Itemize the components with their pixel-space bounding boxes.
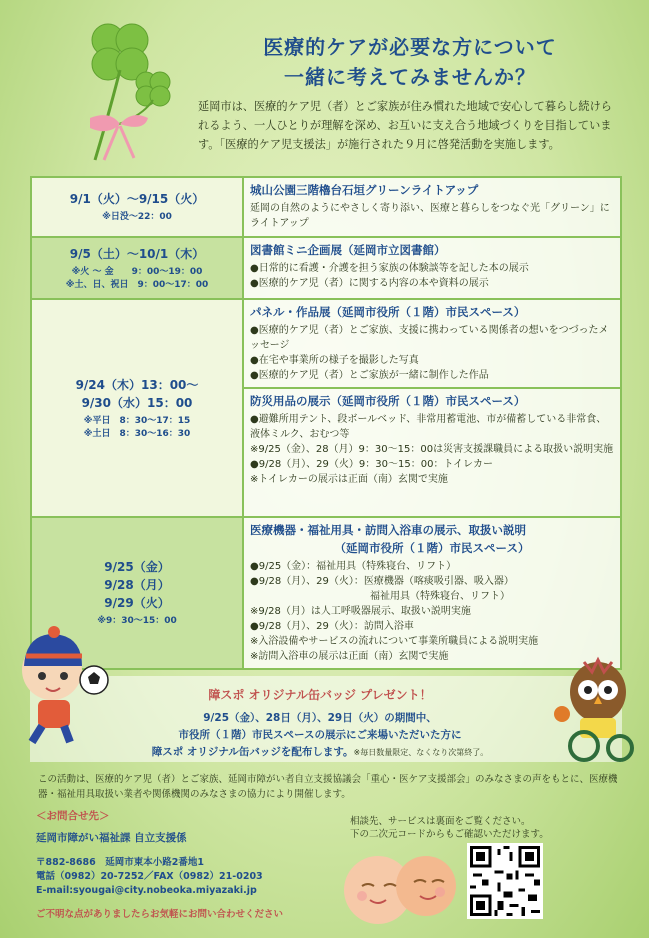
schedule-table bbox=[30, 176, 622, 670]
event-line: ●医療的ケア児（者）とご家族が一緒に制作した作品 bbox=[250, 370, 489, 381]
schedule-info bbox=[243, 517, 621, 669]
schedule-row bbox=[31, 237, 621, 299]
event-title: 防災用品の展示（延岡市役所（１階）市民スペース） bbox=[250, 394, 526, 408]
badge-line: 市役所（１階）市民スペースの展示にご来場いただいた方に bbox=[178, 729, 462, 741]
qr-note-line: 下の二次元コードからもご確認いただけます。 bbox=[350, 829, 549, 840]
date-text: 9/24（木）13：00～ bbox=[75, 377, 199, 392]
event-line: ●9/28（月）、29（火）：訪問入浴車 bbox=[250, 621, 414, 632]
intro-text: 延岡市は、医療的ケア児（者）とご家族が住み慣れた地域で安心して暮らし続けられるよう、一人ひとりが理解を深め、お互いに支え合う地域づくりを目指しています。「医療的ケア児支援法」が施行された９月に啓発活動を実施します。 bbox=[198, 100, 612, 151]
event-line: ※トイレカーの展示は正面（南）玄関で実施 bbox=[250, 474, 448, 485]
qr-code[interactable] bbox=[467, 843, 543, 919]
event-title: 医療機器・福祉用具・訪問入浴車の展示、取扱い説明 bbox=[250, 523, 526, 537]
event-line: ●日常的に看護・介護を担う家族の体験談等を記した本の展示 bbox=[250, 263, 529, 274]
title-line-1: 医療的ケアが必要な方について bbox=[263, 35, 557, 59]
schedule-info bbox=[243, 299, 621, 517]
event-title: 図書館ミニ企画展（延岡市立図書館） bbox=[250, 243, 446, 257]
qr-note-line: 相談先、サービスは裏面をご覧ください。 bbox=[350, 816, 531, 827]
event-line: ●9/25（金）：福祉用具（特殊寝台、リフト） bbox=[250, 561, 457, 572]
date-text: 9/29（火） bbox=[104, 596, 170, 610]
schedule-info bbox=[243, 177, 621, 237]
event-title: （延岡市役所（１階）市民スペース） bbox=[334, 541, 530, 555]
event-block bbox=[244, 387, 620, 487]
schedule-date bbox=[31, 177, 243, 237]
schedule-date bbox=[31, 237, 243, 299]
contact-closing: ご不明な点がありましたらお気軽にお問い合わせください bbox=[36, 909, 284, 920]
schedule-row bbox=[31, 517, 621, 669]
page-title bbox=[190, 32, 630, 92]
date-text: 9/5（土）～10/1（木） bbox=[69, 246, 205, 261]
contact-org: 延岡市障がい福祉課 自立支援係 bbox=[36, 832, 187, 844]
event-title: パネル・作品展（延岡市役所（１階）市民スペース） bbox=[250, 305, 526, 319]
badge-line: 障スポ オリジナル缶バッジを配布します。 bbox=[151, 746, 354, 758]
title-line-2: 一緒に考えてみませんか？ bbox=[284, 65, 536, 89]
event-line: ※入浴設備やサービスの流れについて事業所職員による説明実施 bbox=[250, 636, 539, 647]
badge-note: ※毎日数量限定、なくなり次第終了。 bbox=[353, 748, 489, 757]
contact-email[interactable]: E-mail:syougai@city.nobeoka.miyazaki.jp bbox=[36, 885, 257, 896]
badge-text bbox=[110, 710, 530, 761]
activity-note: この活動は、医療的ケア児（者）とご家族、延岡市障がい者自立支援協議会「重心・医ケア支援部会」のみなさまの声をもとに、医療機器・福祉用具取扱い業者や関係機関のみなさまの協力により開催します。 bbox=[38, 774, 618, 800]
event-line: ●在宅や事業所の様子を撮影した写真 bbox=[250, 355, 419, 366]
mascot-owl-icon bbox=[554, 652, 638, 762]
event-line: 福祉用具（特殊寝台、リフト） bbox=[250, 591, 510, 602]
event-line: ●9/28（月）、29（火）9：30～15：00：トイレカー bbox=[250, 459, 493, 470]
event-line: ●9/28（月）、29（火）：医療機器（喀痰吸引器、吸入器） bbox=[250, 576, 514, 587]
badge-line: 9/25（金）、28日（月）、29日（火）の期間中、 bbox=[203, 712, 437, 724]
event-line: ※訪問入浴車の展示は正面（南）玄関で実施 bbox=[250, 651, 449, 662]
schedule-date bbox=[31, 299, 243, 517]
mascot-kid-icon bbox=[12, 626, 110, 746]
time-note: ※日没～22：00 bbox=[102, 212, 172, 222]
time-note: ※土日 8：30～16：30 bbox=[83, 428, 191, 439]
time-note: ※9：30～15：00 bbox=[97, 616, 177, 626]
contact-section bbox=[36, 808, 336, 922]
badge-title: 障スポ オリジナル缶バッジ プレゼント！ bbox=[208, 688, 432, 702]
contact-heading: ＜お問合せ先＞ bbox=[36, 810, 110, 822]
time-note: ※平日 8：30～17：15 bbox=[83, 415, 191, 426]
qr-note bbox=[350, 815, 610, 841]
event-line: ※9/28（月）は人工呼吸器展示、取扱い説明実施 bbox=[250, 606, 471, 617]
event-line: ●医療的ケア児（者）に関する内容の本や資料の展示 bbox=[250, 278, 489, 289]
time-note: ※土、日、祝日 9：00～17：00 bbox=[65, 279, 209, 290]
contact-address: 〒882-8686 延岡市東本小路2番地1 bbox=[36, 857, 204, 868]
schedule-row bbox=[31, 177, 621, 237]
date-text: 9/28（月） bbox=[104, 578, 170, 592]
contact-phone: 電話（0982）20-7252／FAX（0982）21-0203 bbox=[36, 871, 263, 882]
smiling-faces-icon bbox=[336, 842, 466, 928]
schedule-info bbox=[243, 237, 621, 299]
time-note: ※火 ～ 金 9：00～19：00 bbox=[71, 266, 203, 277]
schedule-row bbox=[31, 299, 621, 517]
event-title: 城山公園三階櫓台石垣グリーンライトアップ bbox=[250, 183, 479, 197]
date-text: 9/30（水）15：00 bbox=[81, 395, 193, 410]
event-line: ●医療的ケア児（者）とご家族、支援に携わっている関係者の想いをつづったメッセージ bbox=[250, 325, 609, 351]
date-text: 9/25（金） bbox=[104, 560, 170, 574]
event-line: ※9/25（金）、28（月）9：30～15：00は災害支援課職員による取扱い説明実施 bbox=[250, 444, 614, 455]
date-text: 9/1（火）～9/15（火） bbox=[69, 192, 205, 206]
event-line: ●避難所用テント、段ボールベッド、非常用蓄電池、市が備蓄している非常食、液体ミルク、おむつ等 bbox=[250, 414, 607, 440]
event-line: 延岡の自然のようにやさしく寄り添い、医療と暮らしをつなぐ光「グリーン」にライトアップ bbox=[250, 203, 610, 229]
clover-icon bbox=[60, 10, 190, 170]
